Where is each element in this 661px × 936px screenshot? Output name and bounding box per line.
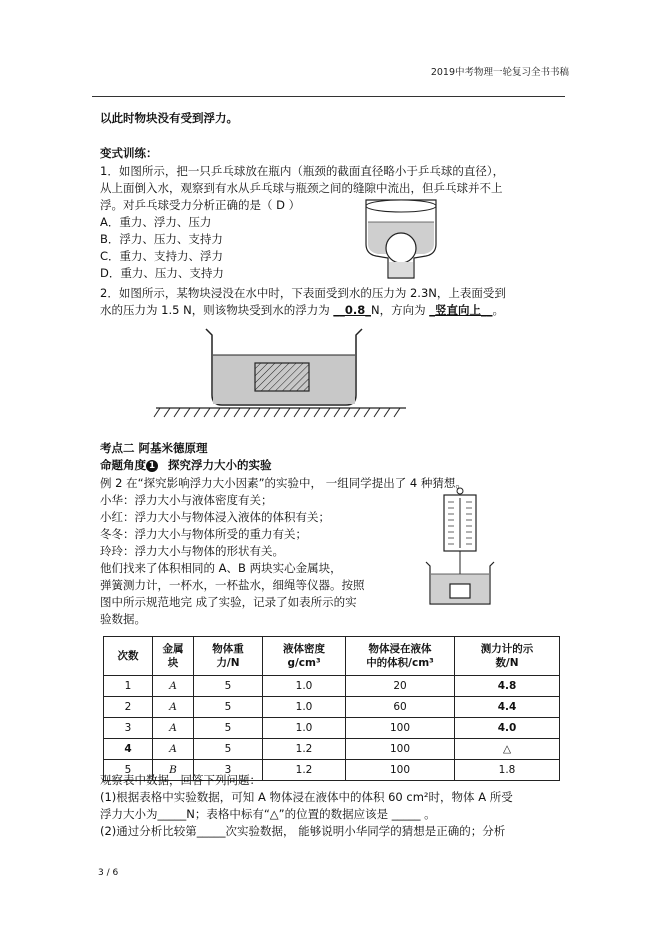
example-line-5: 玲玲：浮力大小与物体的形状有关。 [100, 544, 284, 558]
table-cell: B [153, 760, 194, 781]
header-divider [92, 96, 565, 97]
example-line-3: 小红：浮力大小与物体浸入液体的体积有关； [100, 510, 330, 524]
example-line-7: 弹簧测力计，一杯水，一杯盐水，细绳等仪器。按照 [100, 578, 365, 592]
example-line-4: 冬冬：浮力大小与物体所受的重力有关； [100, 527, 307, 541]
table-cell: 5 [104, 760, 153, 781]
table-cell: 1.0 [263, 718, 346, 739]
q1-option-c: C．重力、支持力、浮力 [100, 249, 224, 263]
table-cell: 4 [104, 739, 153, 760]
q1-option-a: A．重力、浮力、压力 [100, 215, 212, 229]
q2-text-a: 水的压力为 1.5 N，则该物块受到水的浮力为 [100, 303, 330, 317]
q1-line-2: 从上面倒入水，观察到有水从乒乓球与瓶颈之间的缝隙中流出，但乒乓球并不上 [100, 181, 503, 195]
table-header-cell: 次数 [104, 637, 153, 676]
example-line-2: 小华：浮力大小与液体密度有关； [100, 493, 273, 507]
table-cell: 4.4 [455, 697, 560, 718]
q1-option-d: D．重力、压力、支持力 [100, 266, 224, 280]
page-number: 3 / 6 [98, 868, 119, 878]
experiment-table [103, 636, 560, 781]
table-header-cell: 物体重 力/N [194, 637, 263, 676]
table-cell: A [153, 739, 194, 760]
table-cell: 60 [346, 697, 455, 718]
table-cell: 1.2 [263, 760, 346, 781]
table-cell: A [153, 718, 194, 739]
example-line-9: 验数据。 [100, 612, 146, 626]
q1-option-b: B．浮力、压力、支持力 [100, 232, 223, 246]
angle-number-badge: 1 [146, 460, 158, 472]
bottle-ball-figure [360, 196, 442, 282]
questions-line-2: (1)根据表格中实验数据，可知 A 物体浸在液体中的体积 60 cm²时，物体 A 所受 [100, 790, 513, 804]
table-cell: 5 [194, 718, 263, 739]
q2-answer-buoyancy: __0.8_ [333, 303, 371, 317]
table-cell: 1.0 [263, 676, 346, 697]
table-cell: 1.0 [263, 697, 346, 718]
table-row [104, 697, 560, 718]
questions-line-4: (2)通过分析比较第_____次实验数据， 能够说明小华同学的猜想是正确的；分析 [100, 824, 506, 838]
table-header-cell: 测力计的示 数/N [455, 637, 560, 676]
questions-line-3: 浮力大小为_____N；表格中标有“△”的位置的数据应该是 _____ 。 [100, 807, 436, 821]
table-header-cell: 物体浸在液体 中的体积/cm³ [346, 637, 455, 676]
page-header: 2019中考物理一轮复习全书书稿 [430, 67, 569, 78]
q2-line-1: 2．如图所示，某物块浸没在水中时，下表面受到水的压力为 2.3N，上表面受到 [100, 286, 506, 300]
example-line-8: 图中所示规范地完 成了实验，记录了如表所示的实 [100, 595, 357, 609]
q1-line-1: 1．如图所示，把一只乒乓球放在瓶内（瓶颈的截面直径略小于乒乓球的直径）， [100, 164, 505, 178]
table-header-row [104, 637, 560, 676]
angle-prefix: 命题角度 [100, 458, 146, 472]
table-cell: 20 [346, 676, 455, 697]
q1-line-3: 浮。对乒乓球受力分析正确的是（ D ） [100, 198, 301, 212]
table-cell: 3 [194, 760, 263, 781]
intro-line: 以此时物块没有受到浮力。 [100, 111, 238, 125]
q2-answer-direction: _竖直向上__ [429, 303, 493, 317]
example-line-6: 他们找来了体积相同的 A、B 两块实心金属块， [100, 561, 342, 575]
table-cell: 3 [104, 718, 153, 739]
section-title: 考点二 阿基米德原理 [100, 441, 208, 455]
angle-title: 探究浮力大小的实验 [168, 458, 272, 472]
table-cell: 100 [346, 760, 455, 781]
table-cell: 1.8 [455, 760, 560, 781]
table-cell: 4.0 [455, 718, 560, 739]
table-row [104, 739, 560, 760]
example-line-1: 例 2 在“探究影响浮力大小因素”的实验中， 一组同学提出了 4 种猜想。 [100, 476, 467, 490]
table-header-cell: 液体密度 g/cm³ [263, 637, 346, 676]
questions-line-1: 观察表中数据，回答下列问题： [100, 773, 261, 787]
table-cell: 5 [194, 739, 263, 760]
spring-scale-figure [420, 486, 500, 610]
angle-heading [100, 457, 272, 474]
q2-text-b: N，方向为 [370, 303, 426, 317]
table-row [104, 718, 560, 739]
table-cell: 1 [104, 676, 153, 697]
variation-heading: 变式训练： [100, 146, 158, 160]
table-cell: 5 [194, 676, 263, 697]
table-cell: 100 [346, 718, 455, 739]
table-cell: 5 [194, 697, 263, 718]
submerged-block-figure [150, 325, 412, 423]
table-cell: 4.8 [455, 676, 560, 697]
table-header-cell: 金属 块 [153, 637, 194, 676]
table-cell: 100 [346, 739, 455, 760]
table-row [104, 676, 560, 697]
table-cell: A [153, 697, 194, 718]
table-cell: 1.2 [263, 739, 346, 760]
table-cell: △ [455, 739, 560, 760]
q2-text-c: 。 [492, 303, 504, 317]
table-cell: 2 [104, 697, 153, 718]
table-cell: A [153, 676, 194, 697]
q2-line-2 [100, 302, 504, 319]
